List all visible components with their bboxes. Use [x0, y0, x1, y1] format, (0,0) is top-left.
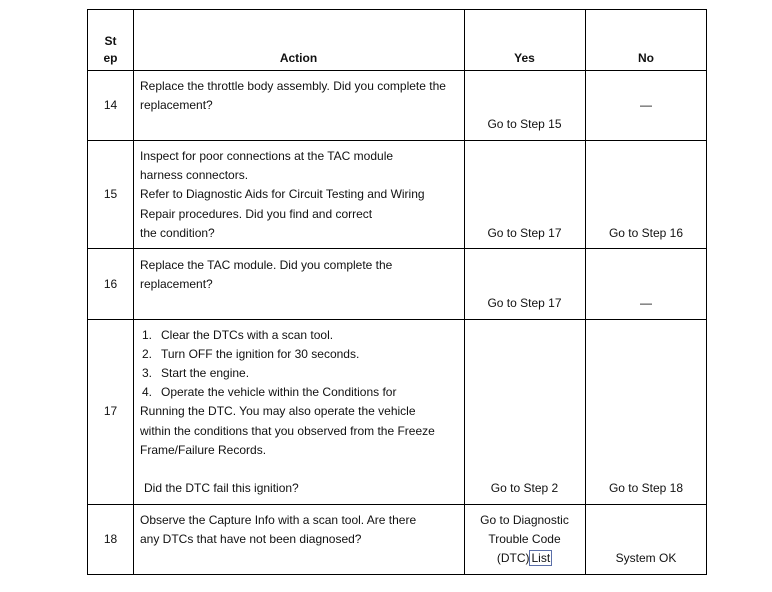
list-item-text: Clear the DTCs with a scan tool. [161, 328, 334, 342]
header-step-line2: ep [103, 51, 118, 65]
header-yes: Yes [514, 51, 535, 65]
action-question: Did the DTC fail this ignition? [144, 481, 299, 495]
list-item-text: Operate the vehicle within the Conditions for [161, 385, 397, 399]
dtc-list-link[interactable]: List [531, 551, 551, 565]
yes-result-line: Go to Diagnostic [480, 513, 569, 527]
list-item-text: Turn OFF the ignition for 30 seconds. [161, 347, 360, 361]
action-text-line: within the conditions that you observed from the Freeze [140, 424, 435, 438]
action-text-line: Replace the throttle body assembly. Did you complete the [140, 79, 446, 93]
list-item-number: 3. [142, 366, 153, 380]
step-number: 18 [103, 532, 118, 546]
diagnostic-table [87, 9, 707, 575]
action-text-line: harness connectors. [140, 168, 249, 182]
step-number: 17 [103, 404, 118, 418]
action-text-line: replacement? [140, 277, 213, 291]
yes-result-line: Trouble Code [488, 532, 561, 546]
list-item-number: 2. [142, 347, 153, 361]
list-item-text: Start the engine. [161, 366, 250, 380]
row-divider [88, 248, 706, 249]
header-action: Action [279, 51, 318, 65]
no-result: — [640, 296, 652, 310]
dtc-label: (DTC) [496, 551, 530, 565]
row-divider [88, 140, 706, 141]
row-divider [88, 70, 706, 71]
row-divider [88, 504, 706, 505]
yes-result-line [464, 549, 585, 568]
action-text-line: Refer to Diagnostic Aids for Circuit Testing and Wiring [140, 187, 425, 201]
column-divider [133, 10, 134, 574]
action-text-line: replacement? [140, 98, 213, 112]
action-text-line: Frame/Failure Records. [140, 443, 267, 457]
no-result: System OK [615, 551, 677, 565]
action-text-line: Running the DTC. You may also operate the vehicle [140, 404, 416, 418]
step-number: 14 [103, 98, 118, 112]
step-number: 15 [103, 187, 118, 201]
no-result: — [640, 98, 652, 112]
step-number: 16 [103, 277, 118, 291]
action-text-line: Observe the Capture Info with a scan tool. Are there [140, 513, 417, 527]
header-step-line1: St [104, 34, 117, 48]
action-text-line: any DTCs that have not been diagnosed? [140, 532, 362, 546]
list-item-number: 4. [142, 385, 153, 399]
action-text-line: the condition? [140, 226, 215, 240]
yes-result: Go to Step 15 [487, 117, 562, 131]
no-result: Go to Step 16 [608, 226, 684, 240]
yes-result: Go to Step 17 [487, 296, 562, 310]
no-result: Go to Step 18 [608, 481, 684, 495]
yes-result: Go to Step 2 [490, 481, 559, 495]
list-item-number: 1. [142, 328, 153, 342]
action-text-line: Inspect for poor connections at the TAC module [140, 149, 394, 163]
yes-result: Go to Step 17 [487, 226, 562, 240]
action-text-line: Replace the TAC module. Did you complete the [140, 258, 393, 272]
header-no: No [638, 51, 654, 65]
row-divider [88, 319, 706, 320]
action-text-line: Repair procedures. Did you find and correct [140, 207, 373, 221]
